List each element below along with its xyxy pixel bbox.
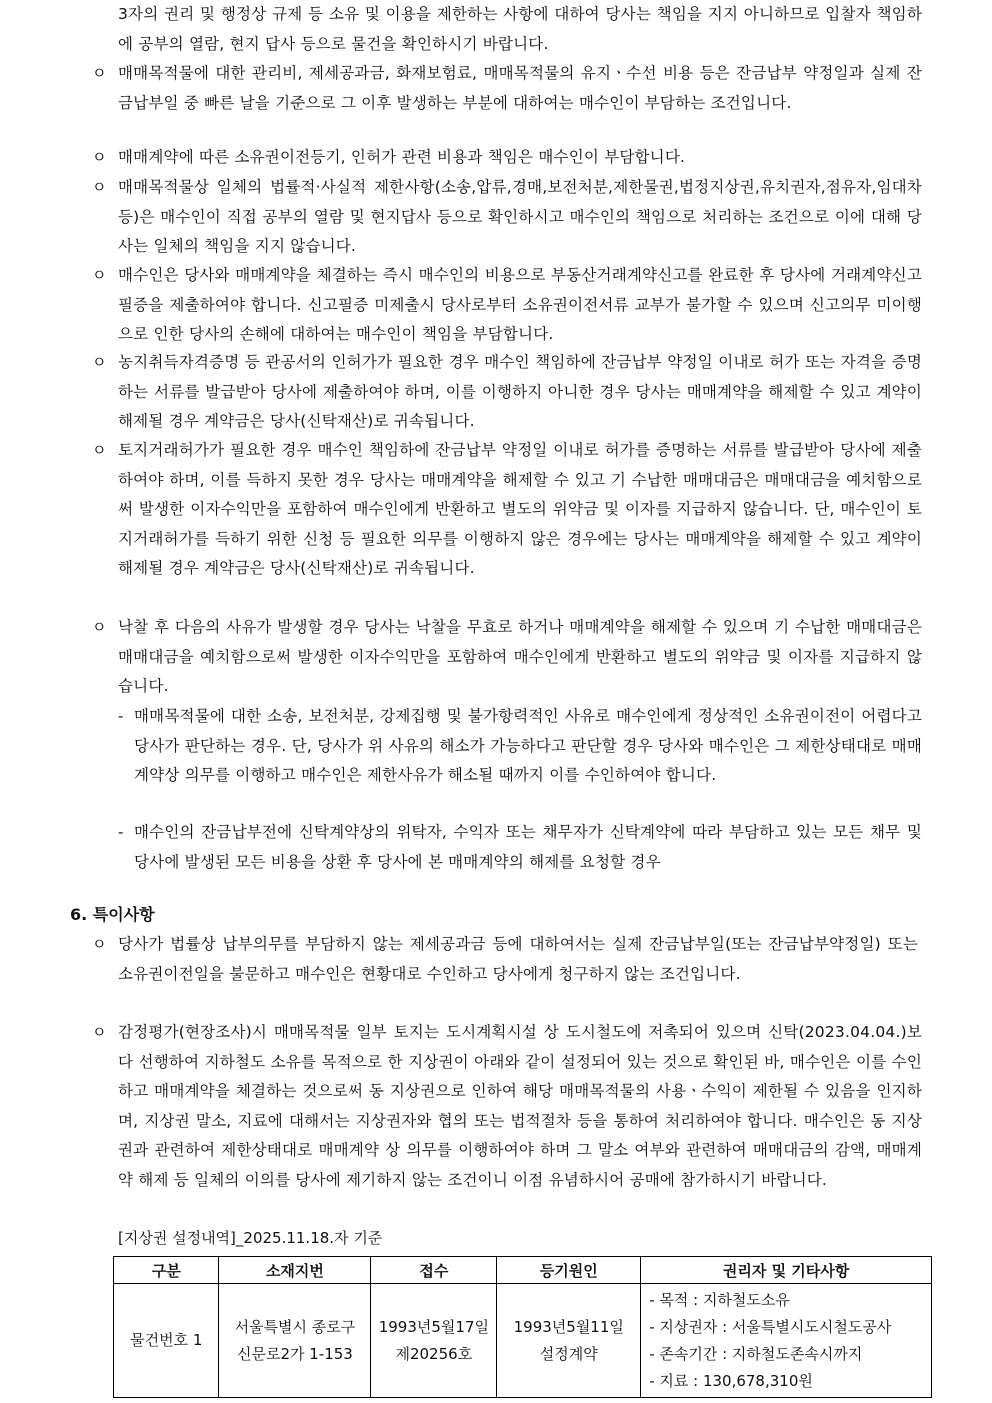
bullet-icon: ㅇ (92, 618, 107, 636)
bullet-icon: ㅇ (92, 148, 107, 166)
item-maintenance-costs: 매매목적물에 대한 관리비, 제세공과금, 화재보험료, 매매목적물의 유지ㆍ수선 비용 등은 잔금납부 약정일과 실제 잔금납부일 중 빠른 날을 기준으로 그 이후 발생하는 부분에 대하여는 매수인이 부담하는 조건입니다. (118, 64, 922, 112)
item-transaction-report: 매수인은 당사와 매매계약을 체결하는 즉시 매수인의 비용으로 부동산거래계약신고를 완료한 후 당사에 거래계약신고필증을 제출하여야 합니다. 신고필증 미제출시 당사로부터 소유권이전서류 교부가 불가할 수 있으며 신고의무 미이행으로 인한 당사의 손해에 대하여는 매수인이 책임을 부담합니다. (118, 266, 922, 343)
dash-icon: - (118, 707, 124, 725)
item-registration-costs: 매매계약에 따른 소유권이전등기, 인허가 관련 비용과 책임은 매수인이 부담합니다. (118, 148, 686, 166)
subitem-debt-repayment: 매수인의 잔금납부전에 신탁계약상의 위탁자, 수익자 또는 채무자가 신탁계약에 따라 부담하고 있는 모든 채무 및 당사에 발생된 모든 비용을 상환 후 당사에 본 매매계약의 해제를 요청할 경우 (134, 823, 922, 871)
receipt-number: 제20256호 (395, 1344, 473, 1363)
surface-right-table (113, 1256, 932, 1398)
item-legal-restrictions: 매매목적물상 일체의 법률적·사실적 제한사항(소송,압류,경매,보전처분,제한물권,법정지상권,유치권자,점유자,임대차 등)은 매수인이 직접 공부의 열람 및 현지답사 등으로 확인하시고 매수인의 책임으로 처리하는 조건으로 이에 대해 당사는 일체의 책임을 지지 않습니다. (118, 178, 922, 255)
note-duration: - 존속기간 : 지하철도존속시까지 (649, 1344, 863, 1363)
bullet-icon: ㅇ (92, 266, 107, 284)
header-cause: 등기원인 (497, 1257, 641, 1284)
header-rights-holder: 권리자 및 기타사항 (641, 1257, 932, 1284)
special-item-taxes: 당사가 법률상 납부의무를 부담하지 않는 제세공과금 등에 대하여서는 실제 잔금납부일(또는 잔금납부약정일) 또는 소유권이전일을 불문하고 매수인은 현황대로 수인하고 당사에게 청구하지 않는 조건입니다. (118, 935, 918, 983)
section-6-title: 6. 특이사항 (70, 905, 155, 924)
cell-receipt (371, 1284, 497, 1398)
note-holder: - 지상권자 : 서울특별시도시철도공사 (649, 1317, 892, 1336)
receipt-date: 1993년5월17일 (378, 1317, 489, 1336)
header-receipt: 접수 (371, 1257, 497, 1284)
cell-category: 물건번호 1 (114, 1284, 219, 1398)
bullet-icon: ㅇ (92, 935, 107, 953)
special-item-surface-right: 감정평가(현장조사)시 매매목적물 일부 토지는 도시계획시설 상 도시철도에 저촉되어 있으며 신탁(2023.04.04.)보다 선행하여 지하철도 소유를 목적으로 한 지상권이 아래와 같이 설정되어 있는 것으로 확인된 바, 매수인은 이를 수인하고 매매계약을 체결하는 것으로써 동 지상권으로 인하여 해당 매매목적물의 사용ㆍ수익이 제한될 수 있음을 인지하며, 지상권 말소, 지료에 대해서는 지상권자와 협의 또는 법적절차 등을 통하여 처리하여야 합니다. 매수인은 동 지상권과 관련하여 제한상태대로 매매계약 상 의무를 이행하여야 하며 그 말소 여부와 관련하여 매매대금의 감액, 매매계약 해제 등 일체의 이의를 당사에 제기하지 않는 조건이니 이점 유념하시어 공매에 참가하시기 바랍니다. (118, 1023, 922, 1189)
location-line: 신문로2가 1-153 (236, 1344, 353, 1363)
note-purpose: - 목적 : 지하철도소유 (649, 1290, 790, 1309)
note-fee: - 지료 : 130,678,310원 (649, 1371, 813, 1390)
table-row (114, 1284, 932, 1398)
cause-date: 1993년5월11일 (513, 1317, 624, 1336)
bullet-icon: ㅇ (92, 178, 107, 196)
location-line: 서울특별시 종로구 (234, 1317, 356, 1336)
bullet-icon: ㅇ (92, 64, 107, 82)
bullet-icon: ㅇ (92, 441, 107, 459)
cell-cause (497, 1284, 641, 1398)
surface-right-caption: [지상권 설정내역]_2025.11.18.자 기준 (118, 1229, 383, 1247)
cause-type: 설정계약 (539, 1344, 598, 1363)
bullet-icon: ㅇ (92, 353, 107, 371)
item-farmland-permit: 농지취득자격증명 등 관공서의 인허가가 필요한 경우 매수인 책임하에 잔금납부 약정일 이내로 허가 또는 자격을 증명하는 서류를 발급받아 당사에 제출하여야 하며, 이를 이행하지 아니한 경우 당사는 매매계약을 해제할 수 있고 계약이 해제될 경우 계약금은 당사(신탁재산)로 귀속됩니다. (118, 353, 922, 430)
header-location: 소재지번 (219, 1257, 371, 1284)
dash-icon: - (118, 823, 124, 841)
bullet-icon: ㅇ (92, 1023, 107, 1041)
table-header-row (114, 1257, 932, 1284)
subitem-litigation: 매매목적물에 대한 소송, 보전처분, 강제집행 및 불가항력적인 사유로 매수인에게 정상적인 소유권이전이 어렵다고 당사가 판단하는 경우. 단, 당사가 위 사유의 해소가 가능하다고 판단할 경우 당사와 매수인은 그 제한상태대로 매매계약상 의무를 이행하고 매수인은 제한사유가 해소될 때까지 이를 수인하여야 합니다. (134, 707, 922, 784)
intro-continuation: 3자의 권리 및 행정상 규제 등 소유 및 이용을 제한하는 사항에 대하여 당사는 책임을 지지 아니하므로 입찰자 책임하에 공부의 열람, 현지 답사 등으로 물건을 확인하시기 바랍니다. (118, 5, 922, 53)
header-category: 구분 (114, 1257, 219, 1284)
cell-notes (641, 1284, 932, 1398)
item-bid-invalidation: 낙찰 후 다음의 사유가 발생할 경우 당사는 낙찰을 무효로 하거나 매매계약을 해제할 수 있으며 기 수납한 매매대금은 매매대금을 예치함으로써 발생한 이자수익만을 포함하여 매수인에게 반환하고 별도의 위약금 및 이자를 지급하지 않습니다. (118, 618, 922, 695)
item-land-transaction-permit: 토지거래허가가 필요한 경우 매수인 책임하에 잔금납부 약정일 이내로 허가를 증명하는 서류를 발급받아 당사에 제출하여야 하며, 이를 득하지 못한 경우 당사는 매매계약을 해제할 수 있고 기 수납한 매매대금은 매매대금을 예치함으로써 발생한 이자수익만을 포함하여 매수인에게 반환하고 별도의 위약금 및 이자를 지급하지 않습니다. 단, 매수인이 토지거래허가를 득하기 위한 신청 등 필요한 의무를 이행하지 않은 경우에는 당사는 매매계약을 해제할 수 있고 계약이 해제될 경우 계약금은 당사(신탁재산)로 귀속됩니다. (118, 441, 922, 577)
cell-location (219, 1284, 371, 1398)
